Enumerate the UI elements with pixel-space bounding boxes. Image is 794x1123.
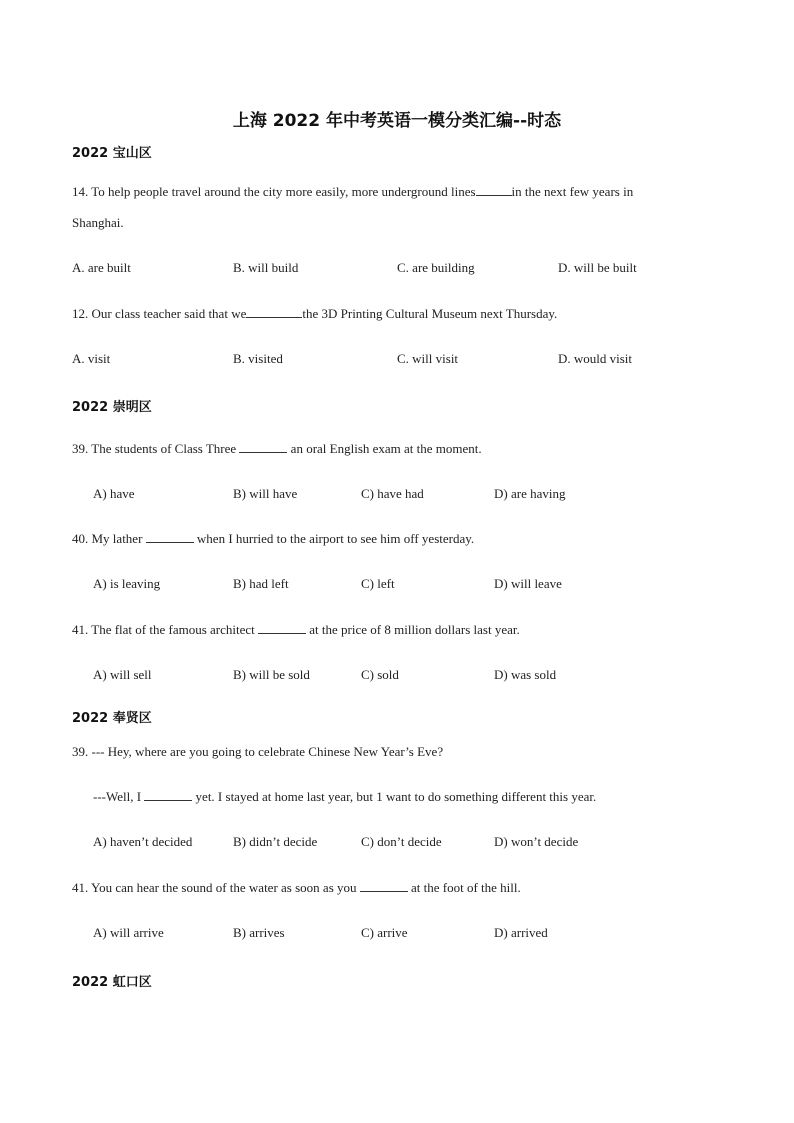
question-text (72, 622, 520, 638)
option-b: B) will be sold (233, 667, 310, 682)
question-text-continued (93, 789, 596, 805)
question-stem-end: an oral English exam at the moment. (290, 441, 482, 456)
option-c: C) arrive (361, 925, 408, 940)
district-heading-hongkou: 2022 虹口区 (72, 975, 152, 990)
answer-blank (476, 184, 512, 196)
district-heading-fengxian: 2022 奉贤区 (72, 711, 152, 726)
option-c: C) don’t decide (361, 834, 442, 849)
question-stem-end: at the price of 8 million dollars last year. (309, 622, 520, 637)
document-title: 上海 2022 年中考英语一模分类汇编--时态 (232, 111, 562, 131)
option-c: C. are building (397, 260, 475, 275)
option-c: C) sold (361, 667, 399, 682)
option-d: D) will leave (494, 576, 562, 591)
option-a: A) haven’t decided (93, 834, 193, 849)
option-b: B. will build (233, 260, 299, 275)
option-d: D. will be built (558, 260, 637, 275)
question-text (72, 441, 482, 457)
question-stem: 39. The students of Class Three (72, 441, 237, 456)
option-c: C) left (361, 576, 395, 591)
option-a: A) is leaving (93, 576, 161, 591)
district-heading-chongming: 2022 崇明区 (72, 400, 152, 415)
question-text (72, 880, 521, 896)
option-b: B) arrives (233, 925, 285, 940)
question-stem: 41. You can hear the sound of the water as soon as you (72, 880, 357, 895)
question-text-continued: Shanghai. (72, 215, 124, 230)
option-b: B) didn’t decide (233, 834, 318, 849)
question-stem-end: at the foot of the hill. (411, 880, 521, 895)
question-stem: 40. My lather (72, 531, 143, 546)
answer-blank (258, 622, 306, 634)
answer-blank (144, 789, 192, 801)
question-stem: 12. Our class teacher said that we (72, 306, 247, 321)
answer-blank (360, 880, 408, 892)
option-c: C. will visit (397, 351, 459, 366)
question-text (72, 531, 474, 547)
option-d: D) won’t decide (494, 834, 579, 849)
question-stem-end: in the next few years in (511, 184, 634, 199)
question-stem-end: yet. I stayed at home last year, but 1 want to do something different this year. (195, 789, 597, 804)
district-heading-baoshan: 2022 宝山区 (72, 146, 152, 161)
option-a: A) will arrive (93, 925, 164, 940)
option-d: D) was sold (494, 667, 557, 682)
question-stem: 14. To help people travel around the city more easily, more underground lines (72, 184, 476, 199)
answer-blank (239, 441, 287, 453)
question-stem: ---Well, I (93, 789, 142, 804)
option-a: A. visit (72, 351, 111, 366)
option-b: B. visited (233, 351, 283, 366)
answer-blank (246, 306, 302, 318)
question-text: 39. --- Hey, where are you going to celebrate Chinese New Year’s Eve? (72, 744, 444, 759)
option-b: B) will have (233, 486, 298, 501)
answer-blank (146, 531, 194, 543)
option-c: C) have had (361, 486, 424, 501)
question-stem: 41. The flat of the famous architect (72, 622, 255, 637)
question-stem-end: the 3D Printing Cultural Museum next Thursday. (302, 306, 558, 321)
question-text (72, 306, 557, 322)
option-a: A. are built (72, 260, 131, 275)
question-stem-end: when I hurried to the airport to see him off yesterday. (196, 531, 475, 546)
option-d: D. would visit (558, 351, 633, 366)
option-d: D) are having (494, 486, 566, 501)
option-a: A) will sell (93, 667, 152, 682)
option-b: B) had left (233, 576, 289, 591)
option-d: D) arrived (494, 925, 548, 940)
option-a: A) have (93, 486, 135, 501)
question-text (72, 184, 633, 200)
